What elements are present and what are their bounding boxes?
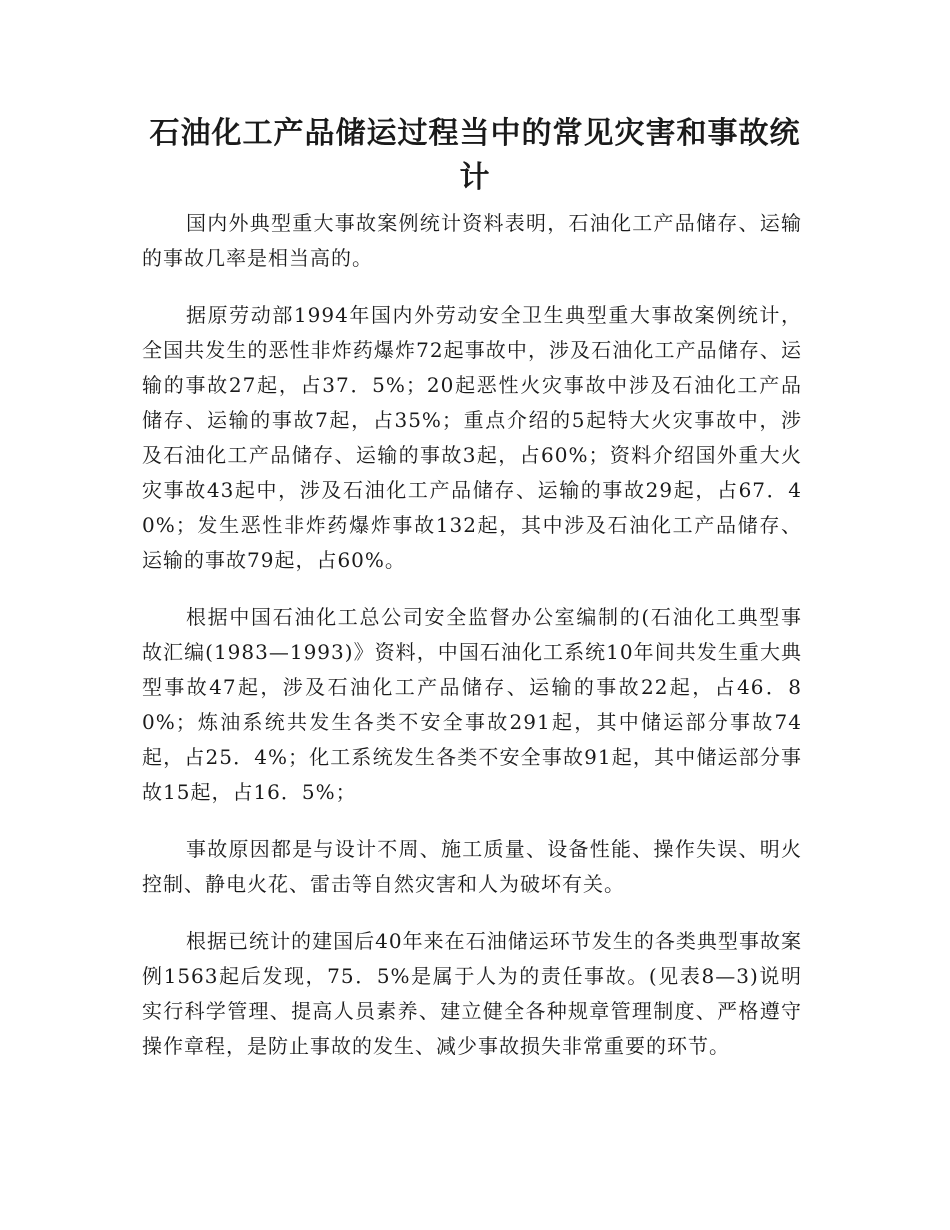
paragraph-labor-ministry-stats: 据原劳动部1994年国内外劳动安全卫生典型重大事故案例统计，全国共发生的恶性非炸药爆炸72起事故中，涉及石油化工产品储存、运输的事故27起，占37．5%；20起恶性火灾事故中涉及石油化工产品储存、运输的事故7起，占35%；重点介绍的5起特大火灾事故中，涉及石油化工产品储存、运输的事故3起，占60%；资料介绍国外重大火灾事故43起中，涉及石油化工产品储存、运输的事故29起，占67．40%；发生恶性非炸药爆炸事故132起，其中涉及石油化工产品储存、运输的事故79起，占60%。 — [142, 303, 802, 572]
document-body — [142, 206, 802, 1086]
paragraph-sinopec-stats: 根据中国石油化工总公司安全监督办公室编制的(石油化工典型事故汇编(1983—1993)》资料，中国石油化工系统10年间共发生重大典型事故47起，涉及石油化工产品储存、运输的事故22起，占46．80%；炼油系统共发生各类不安全事故291起，其中储运部分事故74起，占25．4%；化工系统发生各类不安全事故91起，其中储运部分事故15起，占16．5%； — [142, 605, 802, 804]
document-title: 石油化工产品储运过程当中的常见灾害和事故统计 — [149, 116, 801, 195]
paragraph-intro: 国内外典型重大事故案例统计资料表明，石油化工产品储存、运输的事故几率是相当高的。 — [142, 211, 802, 270]
paragraph-accident-causes: 事故原因都是与设计不周、施工质量、设备性能、操作失误、明火控制、静电火花、雷击等自然灾害和人为破坏有关。 — [142, 837, 802, 896]
paragraph-conclusion: 根据已统计的建国后40年来在石油储运环节发生的各类典型事故案例1563起后发现，75．5%是属于人为的责任事故。(见表8—3)说明实行科学管理、提高人员素养、建立健全各种规章管理制度、严格遵守操作章程，是防止事故的发生、减少事故损失非常重要的环节。 — [142, 929, 802, 1058]
